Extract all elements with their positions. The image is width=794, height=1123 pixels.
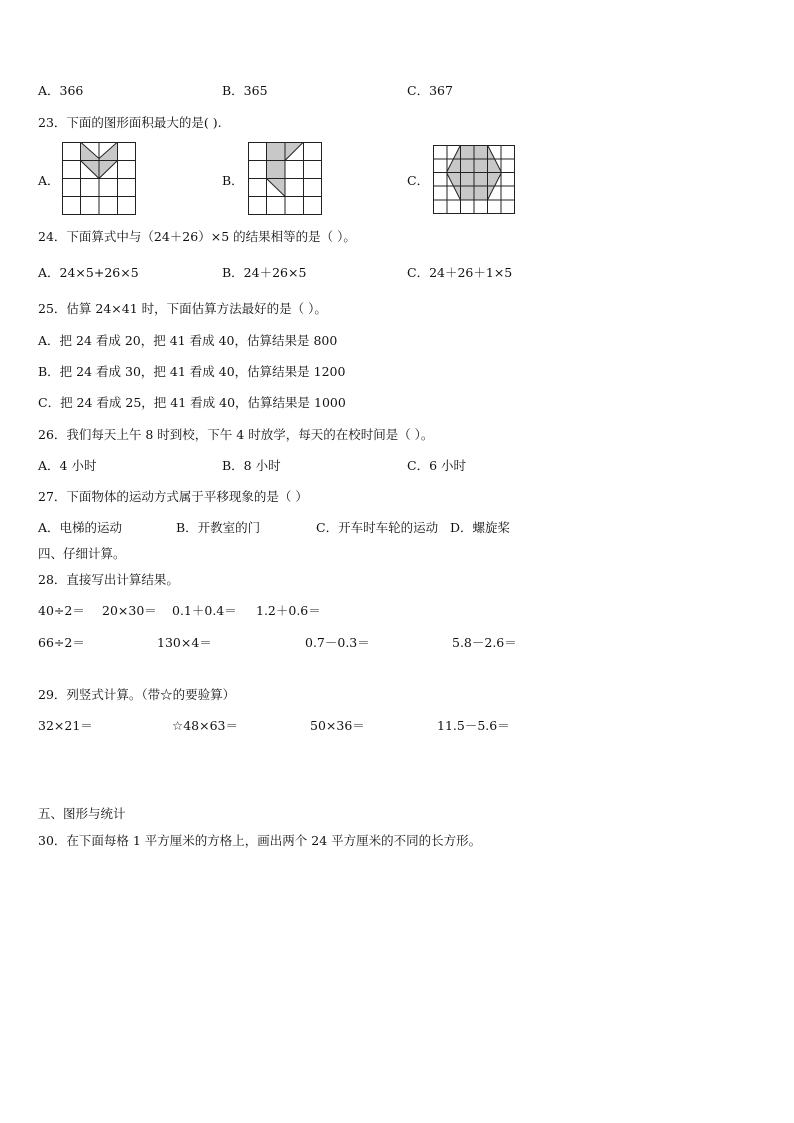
q28-item: 20×30＝: [102, 603, 157, 618]
q27-option-b: B．开教室的门: [176, 520, 261, 535]
q28-item: 5.8－2.6＝: [452, 635, 517, 650]
q24-option-c: C．24＋26＋1×5: [407, 265, 513, 280]
q27-option-c: C．开车时车轮的运动: [316, 520, 439, 535]
q29-stem: 29．列竖式计算。（带☆的要验算）: [38, 687, 236, 702]
q26-option-a: A．4 小时: [38, 458, 97, 473]
q27-option-a: A．电梯的运动: [38, 520, 123, 535]
q25-option-c: C．把 24 看成 25，把 41 看成 40，估算结果是 1000: [38, 395, 346, 410]
q30-stem: 30．在下面每格 1 平方厘米的方格上，画出两个 24 平方厘米的不同的长方形。: [38, 833, 482, 848]
q28-item: 40÷2＝: [38, 603, 85, 618]
q28-item: 66÷2＝: [38, 635, 85, 650]
q28-item: 0.7－0.3＝: [305, 635, 370, 650]
grid-lines-a: [62, 142, 136, 215]
q29-item: 11.5－5.6＝: [437, 718, 510, 733]
q29-item: ☆48×63＝: [172, 718, 238, 733]
q23-figure-c: [433, 145, 517, 215]
q23-option-c-label: C．: [407, 173, 430, 188]
q22-option-a: A．366: [38, 83, 84, 98]
grid-lines-b: [248, 142, 322, 215]
grid-lines-c: [433, 145, 515, 214]
q27-option-d: D．螺旋桨: [450, 520, 511, 535]
q24-option-a: A．24×5+26×5: [38, 265, 139, 280]
q23-option-b-label: B．: [222, 173, 244, 188]
q25-stem: 25．估算 24×41 时，下面估算方法最好的是（ ）。: [38, 301, 327, 316]
q29-item: 50×36＝: [310, 718, 365, 733]
section-5-heading: 五、图形与统计: [38, 806, 126, 821]
q22-option-c: C．367: [407, 83, 453, 98]
q25-option-a: A．把 24 看成 20，把 41 看成 40，估算结果是 800: [38, 333, 338, 348]
q23-figure-b: [248, 142, 324, 216]
q23-figure-a: [62, 142, 138, 216]
q24-option-b: B．24＋26×5: [222, 265, 307, 280]
q24-stem: 24．下面算式中与（24＋26）×5 的结果相等的是（ ）。: [38, 229, 356, 244]
q26-stem: 26．我们每天上午 8 时到校，下午 4 时放学，每天的在校时间是（ ）。: [38, 427, 434, 442]
q28-item: 1.2＋0.6＝: [256, 603, 321, 618]
q28-item: 130×4＝: [157, 635, 212, 650]
q28-item: 0.1＋0.4＝: [172, 603, 237, 618]
q25-option-b: B．把 24 看成 30，把 41 看成 40，估算结果是 1200: [38, 364, 346, 379]
q23-option-a-label: A．: [38, 173, 60, 188]
q27-stem: 27．下面物体的运动方式属于平移现象的是（ ）: [38, 489, 308, 504]
q26-option-b: B．8 小时: [222, 458, 281, 473]
section-4-heading: 四、仔细计算。: [38, 546, 126, 561]
q26-option-c: C．6 小时: [407, 458, 466, 473]
q23-stem: 23．下面的图形面积最大的是( ).: [38, 115, 222, 130]
q29-item: 32×21＝: [38, 718, 93, 733]
q22-option-b: B．365: [222, 83, 268, 98]
q28-stem: 28．直接写出计算结果。: [38, 572, 179, 587]
